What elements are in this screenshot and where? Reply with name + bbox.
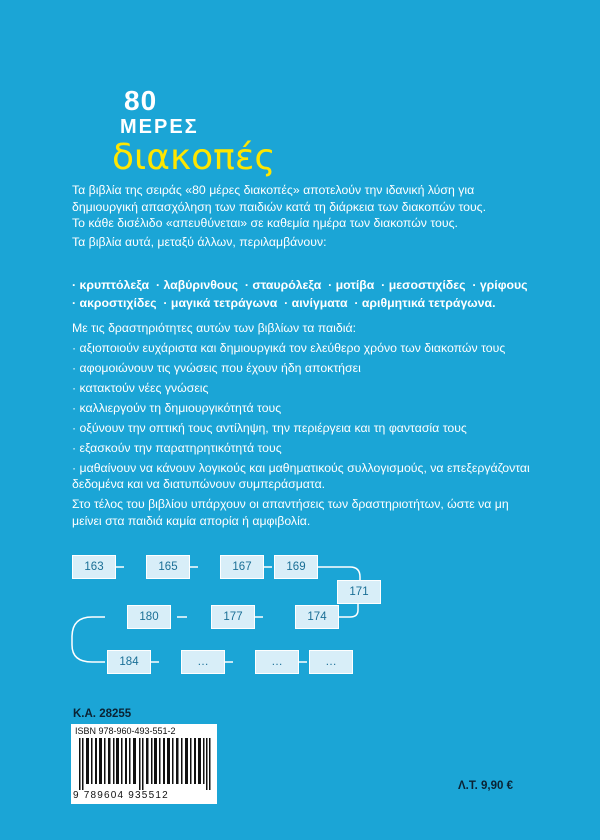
benefit-item: · κατακτούν νέες γνώσεις: [72, 381, 209, 395]
intro-text: [72, 182, 532, 250]
sequence-box: 163: [72, 555, 116, 579]
keyword: μοτίβα: [335, 278, 375, 292]
activities-intro: Με τις δραστηριότητες αυτών των βιβλίων τα παιδιά:: [72, 321, 356, 335]
catalog-code: Κ.Α. 28255: [73, 708, 132, 720]
barcode-icon: [79, 738, 211, 790]
sequence-box: …: [181, 650, 225, 674]
benefit-item: · μαθαίνουν να κάνουν λογικούς και μαθηματικούς συλλογισμούς, να επεξεργάζονται δεδομένα και να διατυπώνουν συμπεράσματα.: [72, 461, 530, 491]
series-title: [112, 85, 276, 178]
intro-paragraph: Τα βιβλία αυτά, μεταξύ άλλων, περιλαμβάνουν:: [72, 234, 327, 249]
benefit-item: · αφομοιώνουν τις γνώσεις που έχουν ήδη αποκτήσει: [72, 361, 361, 375]
barcode-number: 9 789604 935512: [73, 790, 169, 801]
barcode-block: [71, 724, 217, 804]
isbn: ISBN 978-960-493-551-2: [75, 726, 176, 736]
number-sequence: [0, 540, 600, 680]
sequence-box: 177: [211, 605, 255, 629]
sequence-box: …: [309, 650, 353, 674]
keyword: μαγικά τετράγωνα: [170, 296, 278, 310]
keyword: κρυπτόλεξα: [79, 278, 150, 292]
benefit-item: · οξύνουν την οπτική τους αντίληψη, την περιέργεια και τη φαντασία τους: [72, 421, 467, 435]
sequence-box: 171: [337, 580, 381, 604]
keyword: γρίφους: [479, 278, 528, 292]
keyword: σταυρόλεξα: [252, 278, 322, 292]
keyword: μεσοστιχίδες: [388, 278, 466, 292]
closing-text: Στο τέλος του βιβλίου υπάρχουν οι απαντήσεις των δραστηριοτήτων, ώστε να μη μείνει στα παιδιά καμία απορία ή αμφιβολία.: [72, 497, 509, 528]
title-word: ΜΕΡΕΣ: [120, 116, 199, 138]
sequence-box: 169: [274, 555, 318, 579]
keyword: αινίγματα: [291, 296, 348, 310]
keyword-list: · κρυπτόλεξα · λαβύρινθους · σταυρόλεξα · μοτίβα · μεσοστιχίδες · γρίφους · ακροστιχίδες · μαγικά τετράγωνα · αινίγματα · αριθμητικά τετράγωνα.: [72, 278, 528, 310]
intro-paragraph: Το κάθε δισέλιδο «απευθύνεται» σε καθεμία ημέρα των διακοπών τους.: [72, 216, 458, 230]
title-number: 80: [124, 85, 158, 116]
benefit-item: · καλλιεργούν τη δημιουργικότητά τους: [72, 401, 282, 415]
intro-paragraph: Τα βιβλία της σειράς «80 μέρες διακοπές» αποτελούν την ιδανική λύση για δημιουργική απασχόληση των παιδιών κατά τη διάρκεια των διακοπών τους.: [72, 183, 487, 214]
sequence-box: 180: [127, 605, 171, 629]
sequence-box: 184: [107, 650, 151, 674]
sequence-box: …: [255, 650, 299, 674]
keyword: αριθμητικά τετράγωνα: [361, 296, 493, 310]
keyword: ακροστιχίδες: [79, 296, 157, 310]
benefit-item: · εξασκούν την παρατηρητικότητά τους: [72, 441, 282, 455]
keyword: λαβύρινθους: [163, 278, 238, 292]
sequence-box: 167: [220, 555, 264, 579]
sequence-box: 165: [146, 555, 190, 579]
benefit-list: [72, 340, 542, 496]
benefit-item: · αξιοποιούν ευχάριστα και δημιουργικά τον ελεύθερο χρόνο των διακοπών τους: [72, 341, 506, 355]
title-accent: διακοπές: [112, 137, 276, 178]
price: Λ.Τ. 9,90 €: [458, 780, 513, 792]
sequence-box: 174: [295, 605, 339, 629]
